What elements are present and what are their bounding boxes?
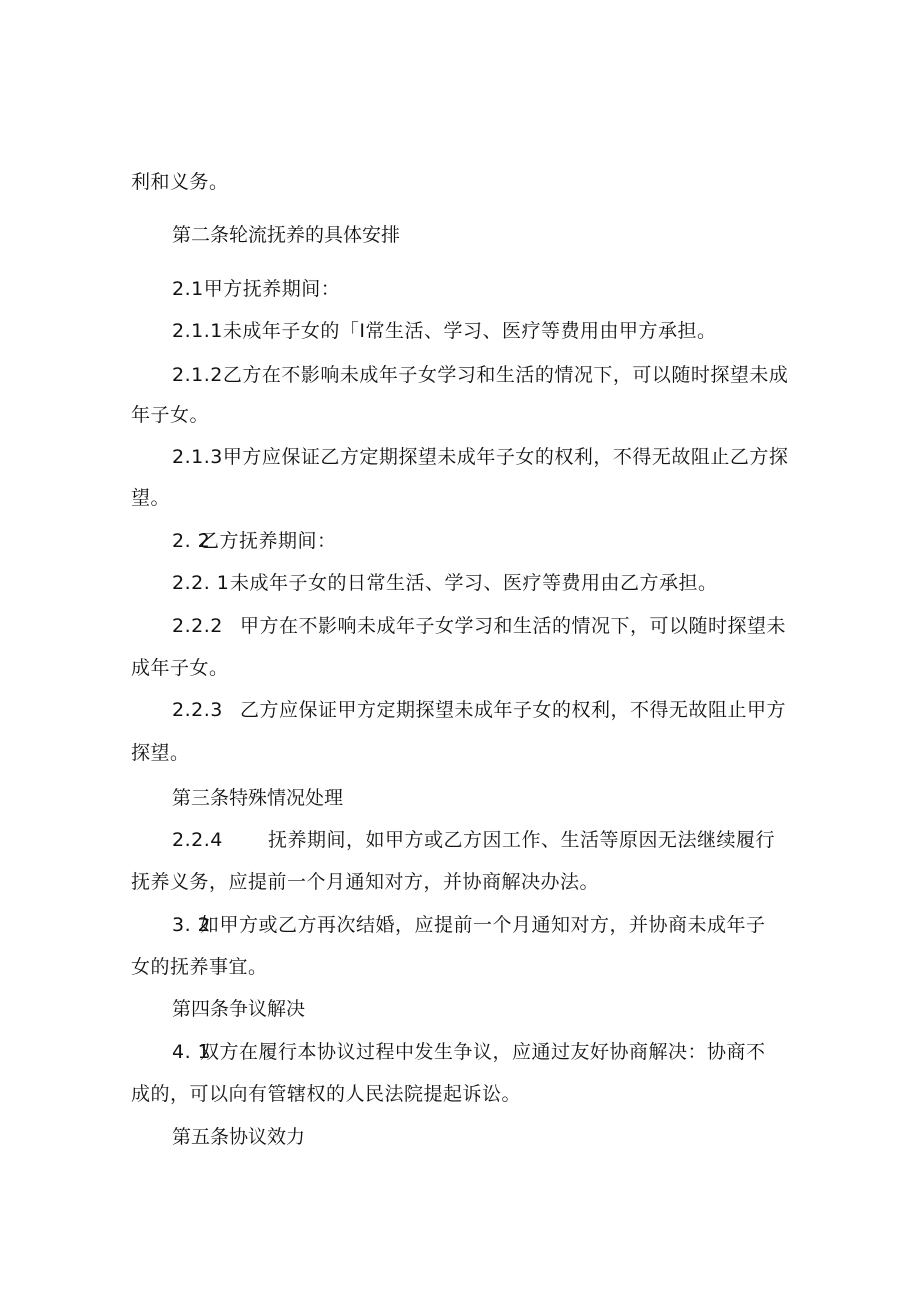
- clause-number: 2.1.3: [172, 446, 223, 468]
- paragraph-continuation: [131, 655, 229, 681]
- clause-text: 甲方应保证乙方定期探望未成年子女的权利，不得无故阻止乙方探: [222, 446, 789, 468]
- section-heading-3: [172, 785, 343, 811]
- clause-2-1-2: [172, 362, 788, 388]
- clause-3-2: [172, 912, 766, 938]
- clause-text: 双方在履行本协议过程中发生争议，应通过友好协商解决：协商不: [200, 1041, 766, 1063]
- paragraph-continuation: [131, 869, 599, 895]
- line-text: 望。: [131, 487, 171, 509]
- line-text: 成年子女。: [131, 657, 229, 679]
- clause-number: 2.1: [172, 278, 204, 300]
- heading-text: 第三条特殊情况处理: [172, 787, 344, 809]
- clause-2-2-2: [172, 613, 786, 639]
- line-text: 女的抚养事宜。: [131, 956, 268, 978]
- clause-2-2-1: [172, 570, 718, 596]
- clause-number: 2.2.4: [172, 829, 223, 851]
- clause-number: 2.2. 1: [172, 572, 230, 594]
- clause-number: 2.1.1: [172, 320, 223, 342]
- clause-2-1-1: [172, 318, 716, 344]
- clause-text: 抚养期间，如甲方或乙方因工作、生活等原因无法继续履行: [268, 829, 776, 851]
- paragraph-continuation: [131, 485, 170, 511]
- clause-text: 甲方抚养期间：: [203, 278, 341, 300]
- paragraph-continuation: [131, 402, 209, 428]
- clause-number: 3. 2: [172, 914, 211, 936]
- clause-text: 未成年子女的日常生活、学习、医疗等费用由乙方承担。: [230, 572, 718, 594]
- clause-text: 乙方应保证甲方定期探望未成年子女的权利，不得无故阻止甲方: [240, 699, 787, 721]
- clause-2-2-4: [172, 827, 775, 853]
- clause-2-1-3: [172, 444, 788, 470]
- line-text: 抚养义务，应提前一个月通知对方，并协商解决办法。: [131, 871, 600, 893]
- line-text: 年子女。: [131, 404, 210, 426]
- clause-2-2-3: [172, 697, 786, 723]
- paragraph-continuation: [131, 1081, 521, 1107]
- clause-4-1: [172, 1039, 766, 1065]
- clause-number: 2. 2: [172, 530, 211, 552]
- section-heading-5: [172, 1124, 305, 1150]
- paragraph-continuation: [131, 740, 190, 766]
- clause-text: 乙方抚养期间：: [200, 530, 337, 552]
- clause-text: 甲方在不影响未成年子女学习和生活的情况下，可以随时探望未: [240, 615, 787, 637]
- clause-text: 未成年子女的「I常生活、学习、医疗等费用由甲方承担。: [222, 320, 717, 342]
- paragraph-continuation: [131, 169, 229, 195]
- clause-text: 如甲方或乙方再次结婚，应提前一个月通知对方，并协商未成年子: [200, 914, 766, 936]
- paragraph-continuation: [131, 954, 268, 980]
- clause-2-1: [172, 276, 340, 302]
- section-heading-2: [172, 222, 400, 248]
- clause-number: 4. 1: [172, 1041, 211, 1063]
- line-text: 成的，可以向有管辖权的人民法院提起诉讼。: [131, 1083, 522, 1105]
- clause-number: 2.2.3: [172, 699, 223, 721]
- section-heading-4: [172, 996, 305, 1022]
- line-text: 利和义务。: [131, 171, 229, 193]
- clause-text: 乙方在不影响未成年子女学习和生活的情况下，可以随时探望未成: [222, 364, 789, 386]
- clause-number: 2.2.2: [172, 615, 223, 637]
- clause-number: 2.1.2: [172, 364, 223, 386]
- line-text: 探望。: [131, 742, 190, 764]
- heading-text: 第二条轮流抚养的具体安排: [172, 224, 401, 246]
- heading-text: 第四条争议解决: [172, 998, 306, 1020]
- heading-text: 第五条协议效力: [172, 1126, 306, 1148]
- clause-2-2: [172, 528, 337, 554]
